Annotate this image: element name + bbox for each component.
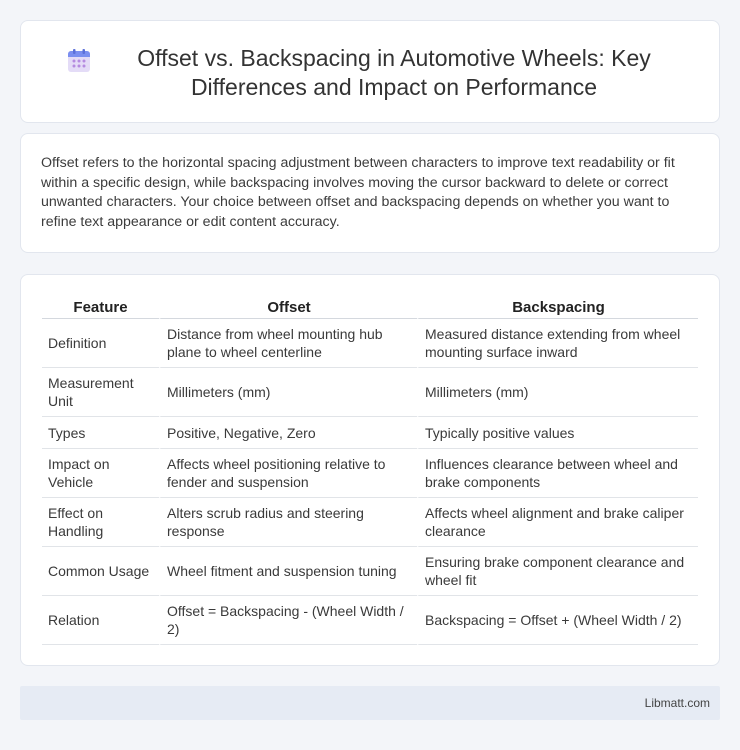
- table-row: [42, 498, 698, 547]
- title-card: [20, 20, 720, 123]
- table-cell: Effect on Handling: [42, 498, 159, 547]
- table-cell: Influences clearance between wheel and brake components: [417, 449, 698, 498]
- table-cell: Ensuring brake component clearance and wheel fit: [417, 547, 698, 596]
- calendar-icon: [66, 48, 92, 74]
- header-feature: Feature: [42, 296, 159, 319]
- table-row: [42, 547, 698, 596]
- footer-site-name[interactable]: Libmatt.com: [644, 696, 710, 710]
- table-cell: Distance from wheel mounting hub plane to wheel centerline: [159, 319, 417, 368]
- table-cell: Affects wheel alignment and brake caliper clearance: [417, 498, 698, 547]
- header-backspacing: Backspacing: [417, 296, 698, 319]
- header-offset: Offset: [159, 296, 417, 319]
- comparison-table: [42, 296, 698, 645]
- table-cell: Typically positive values: [417, 417, 698, 449]
- table-cell: Offset = Backspacing - (Wheel Width / 2): [159, 596, 417, 645]
- table-cell: Measured distance extending from wheel mounting surface inward: [417, 319, 698, 368]
- table-cell: Relation: [42, 596, 159, 645]
- table-row: [42, 417, 698, 449]
- intro-paragraph: Offset refers to the horizontal spacing adjustment between characters to improve text readability or fit within a specific design, while backspacing involves moving the cursor backward to delete or correct unwanted characters. Your choice between offset and backspacing depends on whether you want to refine text appearance or edit content accuracy.: [41, 155, 675, 230]
- table-cell: Backspacing = Offset + (Wheel Width / 2): [417, 596, 698, 645]
- table-cell: Common Usage: [42, 547, 159, 596]
- page-title: Offset vs. Backspacing in Automotive Wheels: Key Differences and Impact on Performance: [137, 45, 651, 100]
- table-cell: Affects wheel positioning relative to fender and suspension: [159, 449, 417, 498]
- table-row: [42, 319, 698, 368]
- table-cell: Impact on Vehicle: [42, 449, 159, 498]
- table-cell: Millimeters (mm): [159, 368, 417, 417]
- footer-bar: [20, 686, 720, 720]
- table-cell: Wheel fitment and suspension tuning: [159, 547, 417, 596]
- table-cell: Positive, Negative, Zero: [159, 417, 417, 449]
- table-cell: Alters scrub radius and steering response: [159, 498, 417, 547]
- table-row: [42, 596, 698, 645]
- table-header-row: [42, 296, 698, 319]
- intro-card: [20, 133, 720, 253]
- table-cell: Types: [42, 417, 159, 449]
- table-cell: Definition: [42, 319, 159, 368]
- comparison-card: [20, 274, 720, 666]
- table-cell: Millimeters (mm): [417, 368, 698, 417]
- table-cell: Measurement Unit: [42, 368, 159, 417]
- table-row: [42, 368, 698, 417]
- table-row: [42, 449, 698, 498]
